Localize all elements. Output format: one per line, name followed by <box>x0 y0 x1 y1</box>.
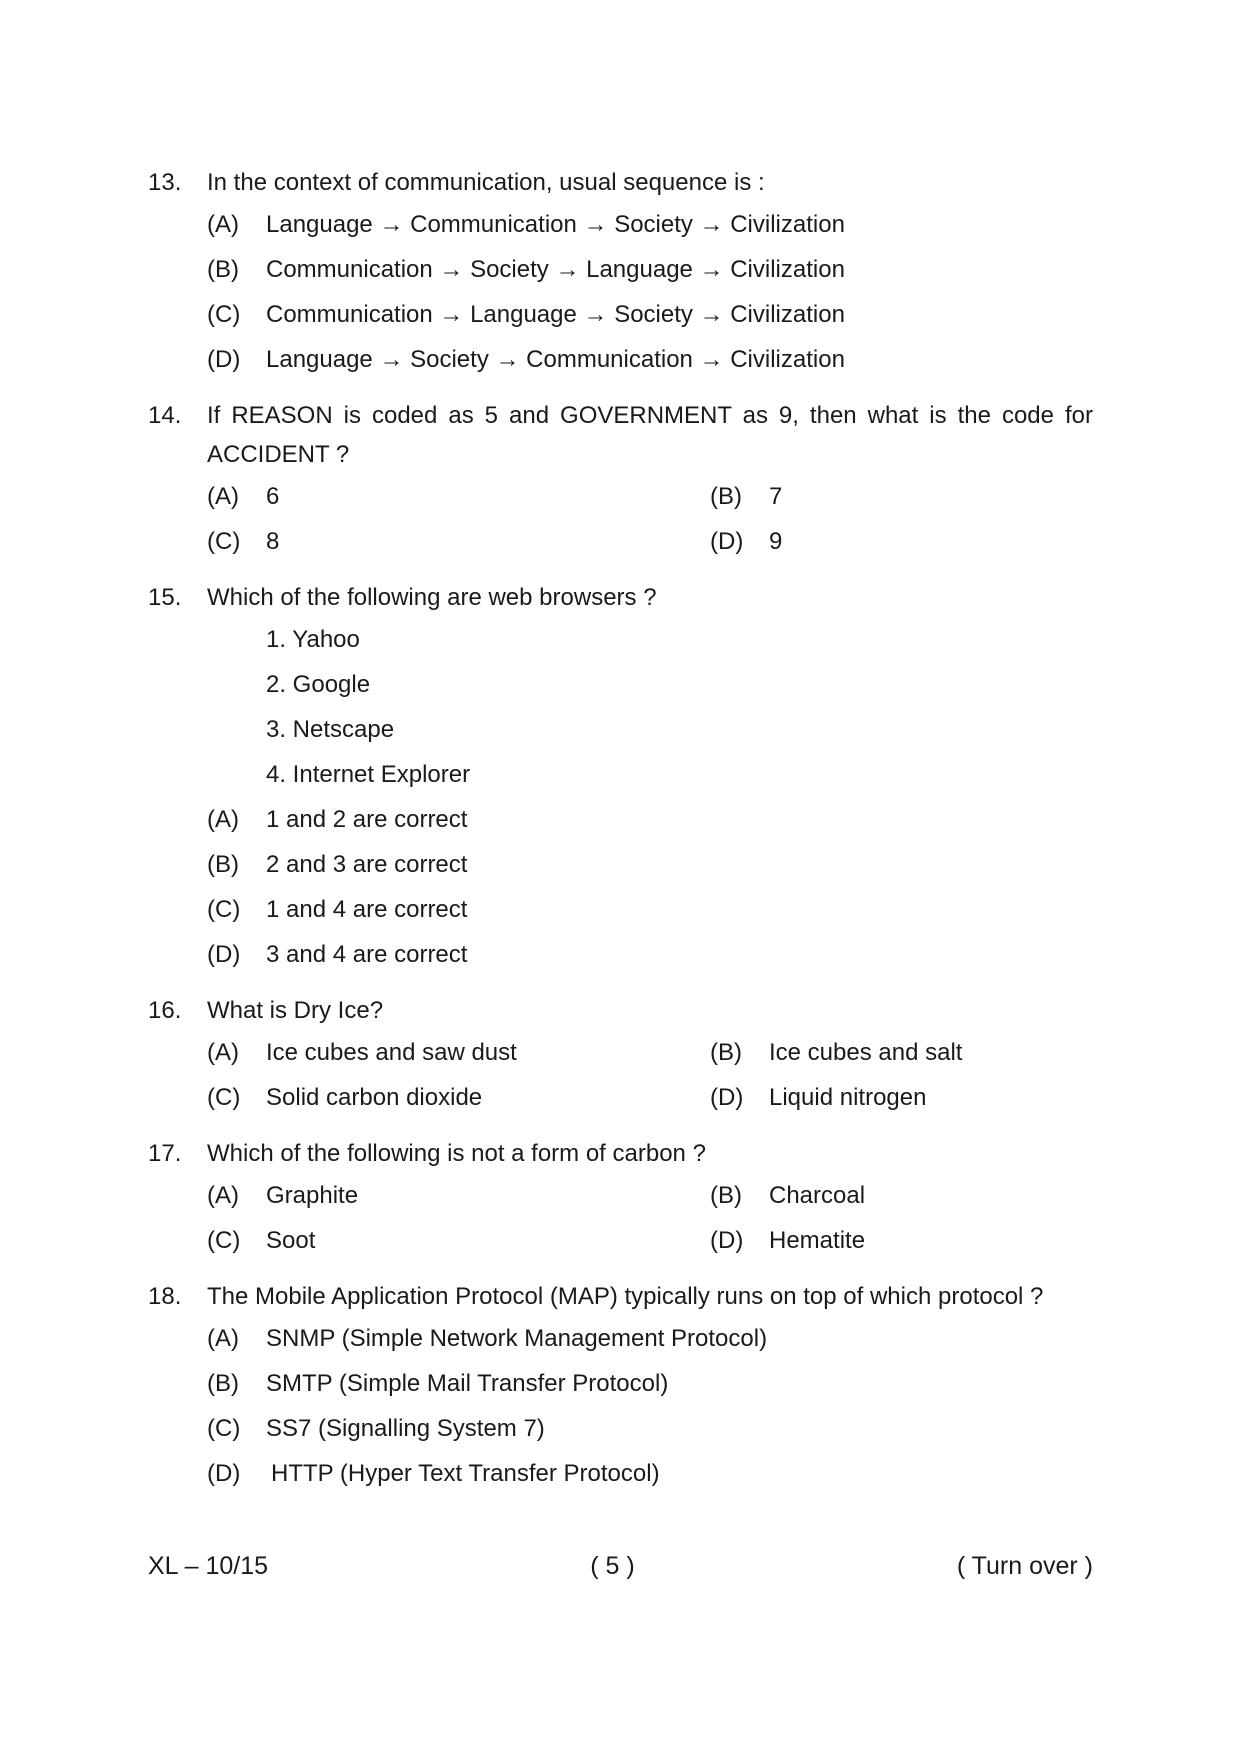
question-number: 15. <box>148 584 182 611</box>
question-list <box>148 163 1093 1510</box>
option-d <box>207 932 467 977</box>
option-label: (C) <box>207 528 241 555</box>
question-text: The Mobile Application Protocol (MAP) typically runs on top of which protocol ? <box>207 1283 1044 1310</box>
list-item: 4. Internet Explorer <box>266 761 471 788</box>
option-label: (C) <box>207 1415 241 1442</box>
question-number: 13. <box>148 169 182 196</box>
option-text: 8 <box>266 528 280 555</box>
page-number: ( 5 ) <box>590 1552 635 1580</box>
option-label: (C) <box>207 301 241 328</box>
question-number: 18. <box>148 1283 182 1310</box>
option-text: 1 and 4 are correct <box>266 896 468 923</box>
option-label: (B) <box>710 1039 742 1066</box>
option-d <box>207 337 845 382</box>
list-item: 2. Google <box>266 671 371 698</box>
option-c <box>207 887 467 932</box>
question-text: If REASON is coded as 5 and GOVERNMENT as 9, then what is the code for ACCIDENT ? <box>207 402 1093 468</box>
option-text: Language → Communication → Society → Civilization <box>266 211 845 238</box>
option-label: (A) <box>207 1039 239 1066</box>
option-label: (D) <box>710 1227 744 1254</box>
option-c <box>207 292 845 337</box>
option-text: Language → Society → Communication → Civilization <box>266 346 845 373</box>
option-text: 6 <box>266 483 280 510</box>
option-d <box>710 1075 1213 1120</box>
option-a <box>207 797 467 842</box>
option-text: Communication → Language → Society → Civilization <box>266 301 845 328</box>
option-text: Soot <box>266 1227 316 1254</box>
option-b <box>207 1361 668 1406</box>
question-17 <box>148 1134 1093 1263</box>
option-label: (B) <box>710 1182 742 1209</box>
question-text: Which of the following is not a form of carbon ? <box>207 1140 706 1167</box>
option-text: Liquid nitrogen <box>769 1084 927 1111</box>
option-text: Hematite <box>769 1227 866 1254</box>
question-14 <box>148 396 1093 564</box>
list-item: 1. Yahoo <box>266 626 360 653</box>
option-d <box>207 1451 660 1496</box>
question-13 <box>148 163 1093 382</box>
option-label: (A) <box>207 1182 239 1209</box>
option-text: 7 <box>769 483 783 510</box>
question-16 <box>148 991 1093 1120</box>
option-label: (B) <box>207 851 239 878</box>
option-b <box>710 1030 1213 1075</box>
option-b <box>207 247 845 292</box>
option-c <box>207 519 710 564</box>
question-number: 14. <box>148 402 182 429</box>
option-text: SMTP (Simple Mail Transfer Protocol) <box>266 1370 669 1397</box>
question-text: In the context of communication, usual sequence is : <box>207 169 765 196</box>
option-text: 1 and 2 are correct <box>266 806 468 833</box>
option-c <box>207 1406 545 1451</box>
option-a <box>207 1173 710 1218</box>
option-text: Charcoal <box>769 1182 866 1209</box>
option-label: (A) <box>207 806 239 833</box>
option-label: (C) <box>207 896 241 923</box>
list-item: 3. Netscape <box>266 716 395 743</box>
option-b <box>710 474 1213 519</box>
turn-over-note: ( Turn over ) <box>956 1552 1093 1580</box>
option-a <box>207 1030 710 1075</box>
option-a <box>207 474 710 519</box>
option-text: Communication → Society → Language → Civilization <box>266 256 845 283</box>
option-b <box>710 1173 1213 1218</box>
option-label: (A) <box>207 483 239 510</box>
option-label: (B) <box>710 483 742 510</box>
option-label: (D) <box>207 941 241 968</box>
question-15 <box>148 578 1093 977</box>
option-text: 2 and 3 are correct <box>266 851 468 878</box>
option-d <box>710 519 1213 564</box>
option-label: (D) <box>207 346 241 373</box>
question-text: What is Dry Ice? <box>207 997 384 1024</box>
question-number: 17. <box>148 1140 182 1167</box>
option-text: 3 and 4 are correct <box>266 941 468 968</box>
question-number: 16. <box>148 997 182 1024</box>
option-label: (D) <box>207 1460 241 1487</box>
option-label: (C) <box>207 1084 241 1111</box>
option-c <box>207 1218 710 1263</box>
option-label: (B) <box>207 1370 239 1397</box>
question-18 <box>148 1277 1093 1496</box>
option-label: (B) <box>207 256 239 283</box>
option-text: Graphite <box>266 1182 359 1209</box>
option-label: (D) <box>710 528 744 555</box>
option-c <box>207 1075 710 1120</box>
option-a <box>207 1316 767 1361</box>
option-text: Ice cubes and salt <box>769 1039 963 1066</box>
option-label: (D) <box>710 1084 744 1111</box>
option-text: HTTP (Hyper Text Transfer Protocol) <box>271 1460 660 1487</box>
question-text: Which of the following are web browsers ? <box>207 584 657 611</box>
option-label: (A) <box>207 1325 239 1352</box>
page-footer <box>148 1548 1093 1584</box>
option-text: SS7 (Signalling System 7) <box>266 1415 545 1442</box>
option-text: 9 <box>769 528 783 555</box>
option-a <box>207 202 845 247</box>
option-d <box>710 1218 1213 1263</box>
option-label: (A) <box>207 211 239 238</box>
option-text: Ice cubes and saw dust <box>266 1039 517 1066</box>
option-text: Solid carbon dioxide <box>266 1084 483 1111</box>
paper-code: XL – 10/15 <box>148 1552 269 1580</box>
option-text: SNMP (Simple Network Management Protocol) <box>266 1325 768 1352</box>
option-label: (C) <box>207 1227 241 1254</box>
option-b <box>207 842 467 887</box>
